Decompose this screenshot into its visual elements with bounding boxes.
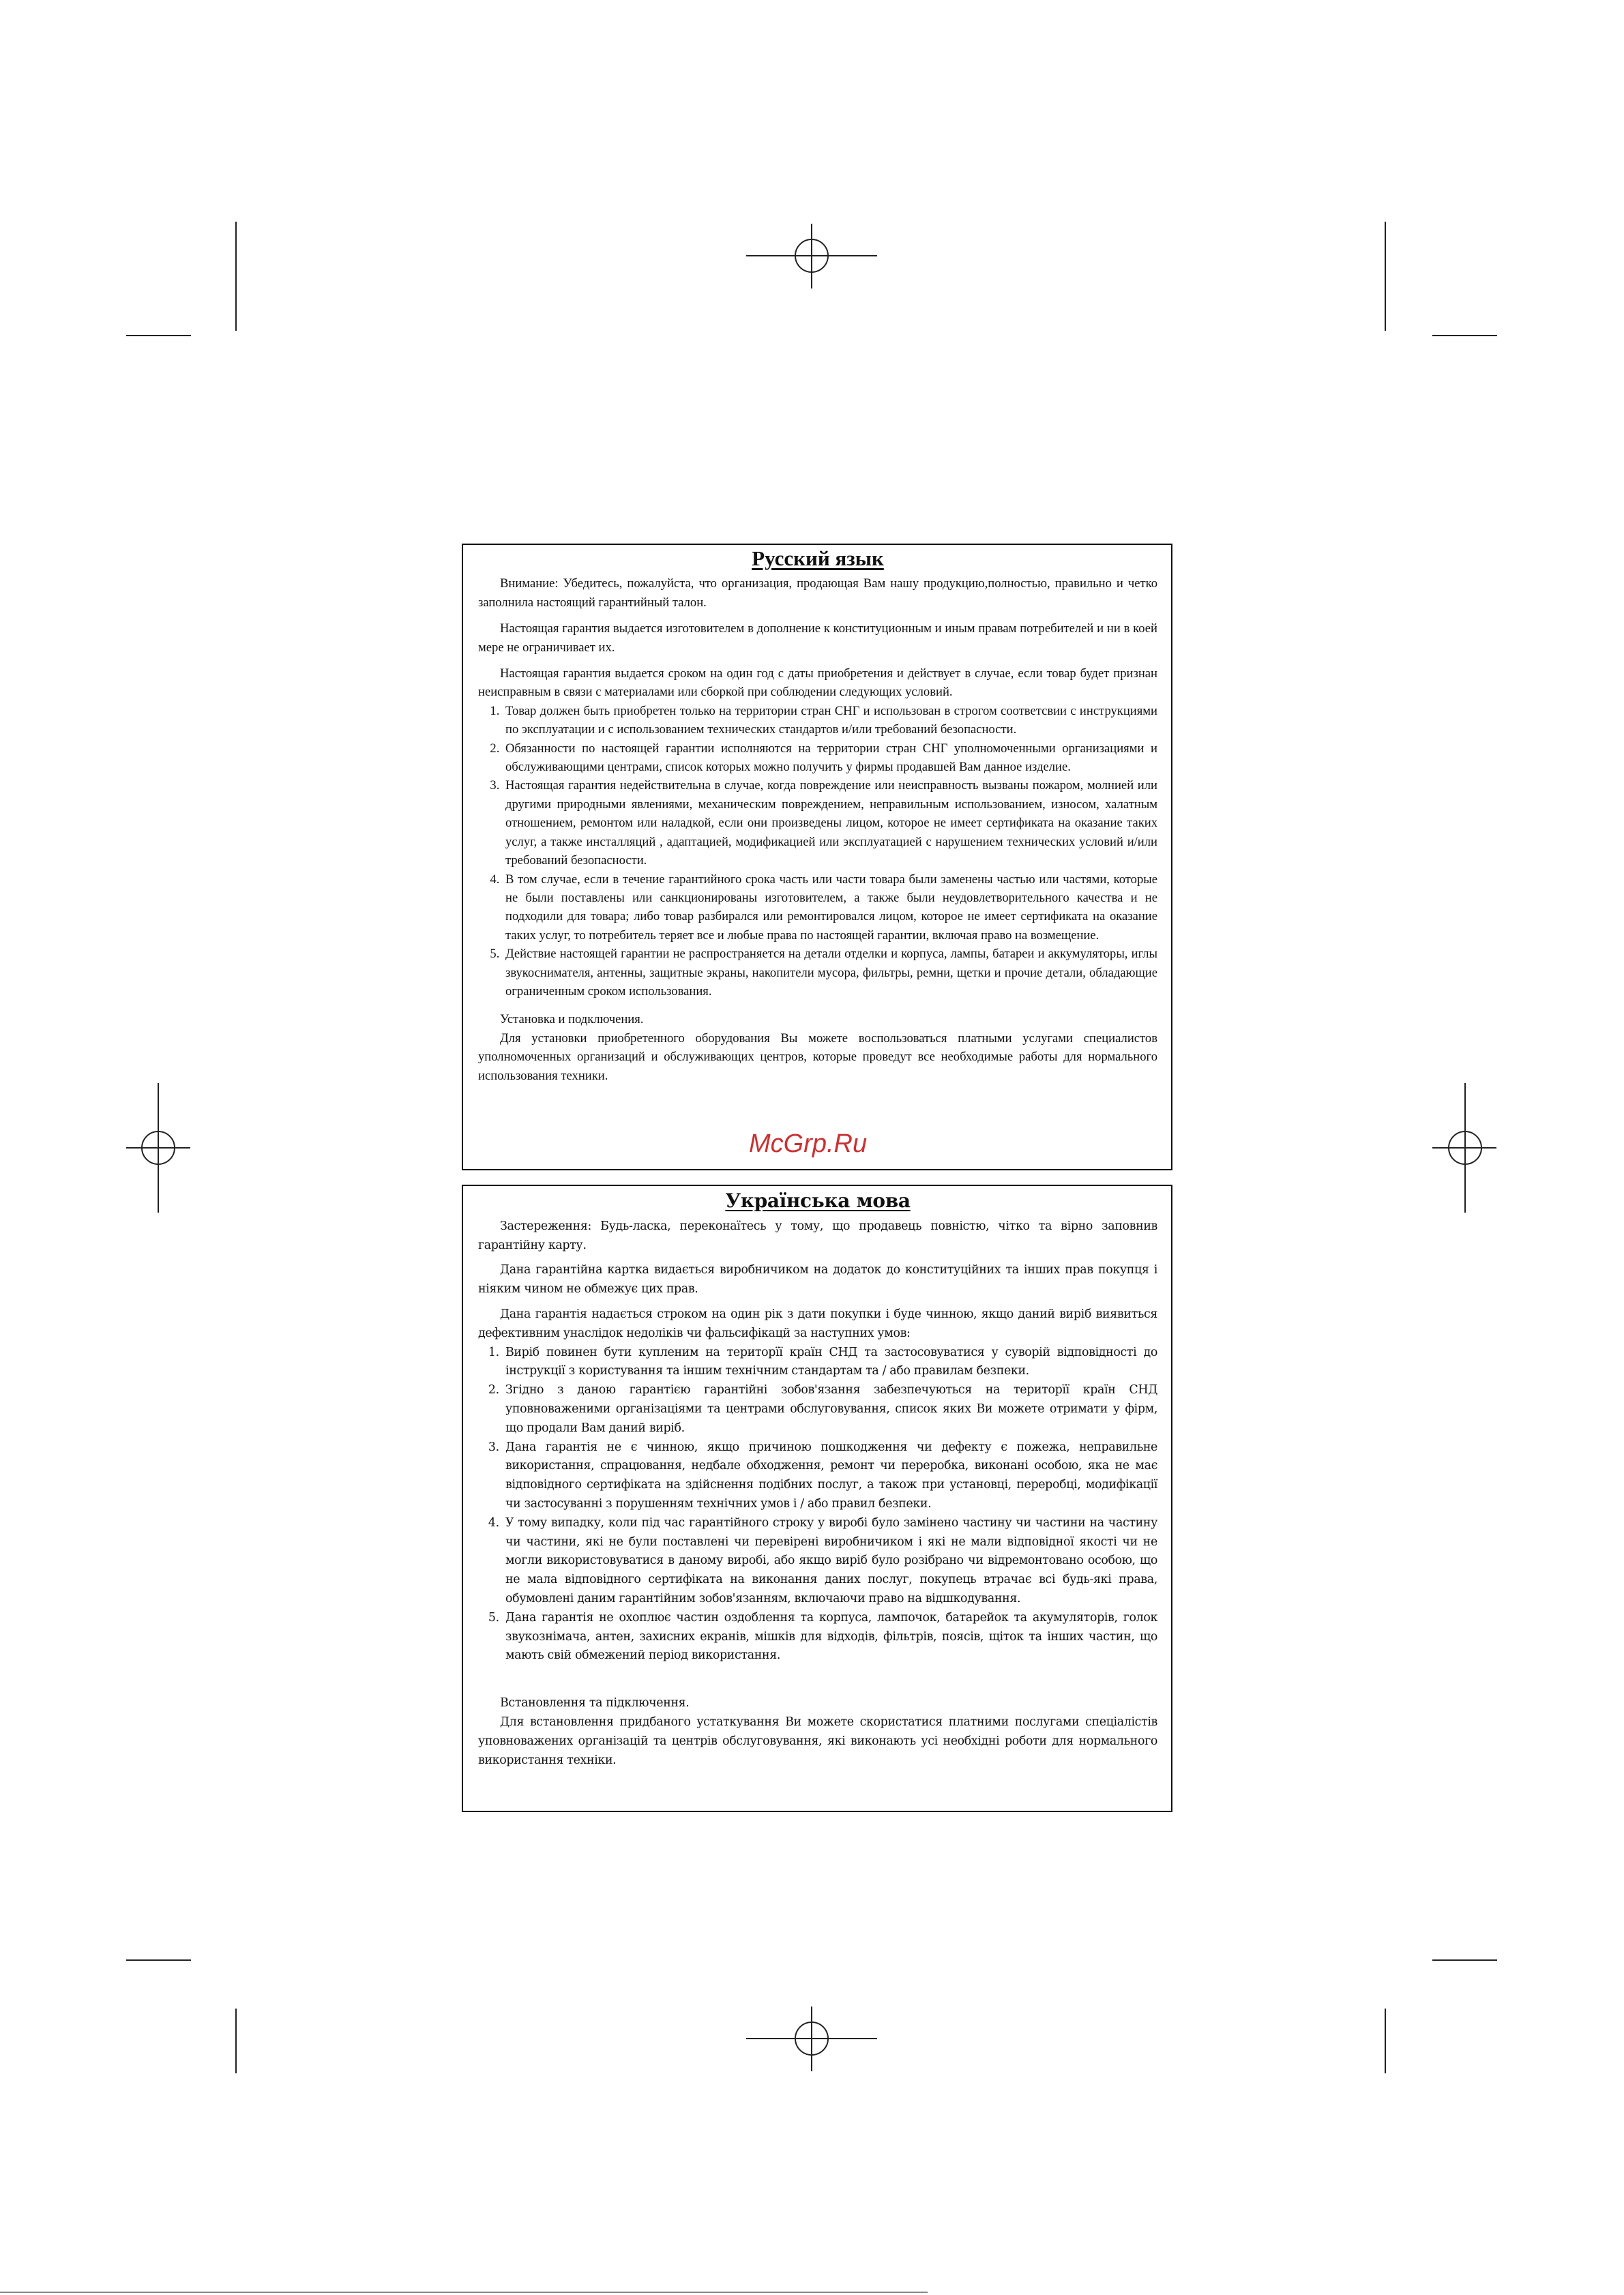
section-title-russian: Русский язык <box>752 546 884 570</box>
notice-paragraph: Внимание: Убедитесь, пожалуйста, что организация, продающая Вам нашу продукцию,полностью, правильно и четко заполнила настоящий гарантийный талон. <box>478 576 1157 610</box>
section-title-ukrainian: Українська мова <box>725 1189 911 1212</box>
condition-item: 4. В том случае, если в течение гарантийного срока часть или части товара были заменены частью или частями, которые не были поставлены или санкционированы изготовителем, а также были неудовлетворительного качества и не подходили для товара; либо товар разбирался или ремонтировался лицом, которое не имеет сертификата на оказание таких услуг, то потребитель теряет все и любые права по настоящей гарантии, включая право на возмещение. <box>503 870 1157 945</box>
condition-item: 2. Обязанности по настоящей гарантии исполняются на территории стран СНГ уполномоченными организациями и обслуживающими центрами, список которых можно получить у фирмы продавшей Вам данное изделие. <box>503 739 1157 777</box>
warranty-russian <box>462 544 1172 1170</box>
term-paragraph: Дана гарантія надається строком на один рік з дати покупки і буде чинною, якщо даний виріб виявиться дефективним унаслідок недоліків чи фальсифікацй за наступних умов: <box>478 1307 1157 1340</box>
conditions-list <box>478 702 1157 1001</box>
bottom-trim-line <box>0 2292 928 2293</box>
install-heading: Встановлення та підключення. <box>500 1696 690 1711</box>
watermark: McGrp.Ru <box>749 1129 868 1158</box>
install-heading: Установка и подключения. <box>500 1012 644 1027</box>
rights-paragraph: Настоящая гарантия выдается изготовителем в дополнение к конституционным и иным правам потребителей и ни в коей мере не ограничивает их. <box>478 621 1157 655</box>
condition-item: 1. Виріб повинен бути купленим на територїї країн СНД та застосовуватися у суворій відповідності до інструкції з користування та іншим технічним стандартам та / або правилам безпеки. <box>503 1344 1157 1382</box>
install-text: Для установки приобретенного оборудования Вы можете воспользоваться платными услугами специалистов уполномоченных организаций и обслуживающих центров, которые проведут все необходимые работы для нормального использования техники. <box>478 1031 1157 1083</box>
notice-paragraph: Застереження: Будь-ласка, переконаїтесь у тому, що продавець повністю, чітко та вірно заповнив гарантійну карту. <box>478 1219 1157 1252</box>
condition-item: 5. Дана гарантія не охоплює частин оздоблення та корпуса, лампочок, батарейок та акумуляторів, голок звукознімача, антен, захисних екранів, мішків для відходів, фільтрів, поясів, щіток та інших частин, що мають свій обмежений період використання. <box>503 1609 1157 1665</box>
warranty-ukrainian <box>462 1185 1172 1812</box>
condition-item: 3. Настоящая гарантия недействительна в случае, когда повреждение или неисправность вызваны пожаром, молнией или другими природными явлениями, механическим повреждением, неправильным использованием, износом, халатным отношением, ремонтом или наладкой, если они произведены лицом, которое не имеет сертификата на оказание таких услуг, а также инсталляций , адаптацией, модификацией или эксплуатацией с нарушением технических условий и/или требований безопасности. <box>503 776 1157 870</box>
install-text: Для встановлення придбаного устаткування Ви можете скористатися платними послугами спеціалістів уповноважених організацій та центрів обслуговування, які виконають усі необхідні роботи для нормального використання техніки. <box>478 1715 1157 1767</box>
term-paragraph: Настоящая гарантия выдается сроком на один год с даты приобретения и действует в случае, если товар будет признан неисправным в связи с материалами или сборкой при соблюдении следующих условий. <box>478 666 1157 700</box>
condition-item: 3. Дана гарантія не є чинною, якщо причиною пошкодження чи дефекту є пожежа, неправильне використання, спрацювання, недбале обходження, ремонт чи переробка, виконані особою, яка не має відповідного сертифіката на здійснення подібних послуг, а також при установці, переробці, модифікації чи застосуванні з порушенням технічних умов і / або правил безпеки. <box>503 1438 1157 1514</box>
condition-item: 2. Згідно з даною гарантією гарантійні зобов'язання забезпечуються на територїї країн СНД уповноваженими організаціями та центрами обслуговування, список яких Ви можете отримати у фірм, що продали Вам даний виріб. <box>503 1381 1157 1438</box>
condition-item: 4. У тому випадку, коли під час гарантійного строку у виробі було замінено частину чи частини на частину чи частини, які не були поставлені чи перевірені виробничиком і які не мали відповідної якості чи не могли використовуватися в даному виробі, або якщо виріб було розібрано чи відремонтовано особою, що не мала відповідного сертифіката на виконання даних послуг, покупець втрачає всі будь-які права, обумовлені даним гарантійним зобов'язанням, включаючи право на відшкодування. <box>503 1514 1157 1609</box>
condition-item: 5. Действие настоящей гарантии не распространяется на детали отделки и корпуса, лампы, батареи и аккумуляторы, иглы звукоснимателя, антенны, защитные экраны, накопители мусора, фильтры, ремни, щетки и прочие детали, обладающие ограниченным сроком использования. <box>503 945 1157 1001</box>
condition-item: 1. Товар должен быть приобретен только на территории стран СНГ и использован в строгом соответсвии с инструкциями по эксплуатации и с использованием технических стандартов и/или требований безопасности. <box>503 702 1157 739</box>
rights-paragraph: Дана гарантійна картка видається виробничиком на додаток до конституційних та інших прав покупця і ніяким чином не обмежує цих прав. <box>478 1263 1157 1297</box>
conditions-list <box>478 1344 1157 1666</box>
